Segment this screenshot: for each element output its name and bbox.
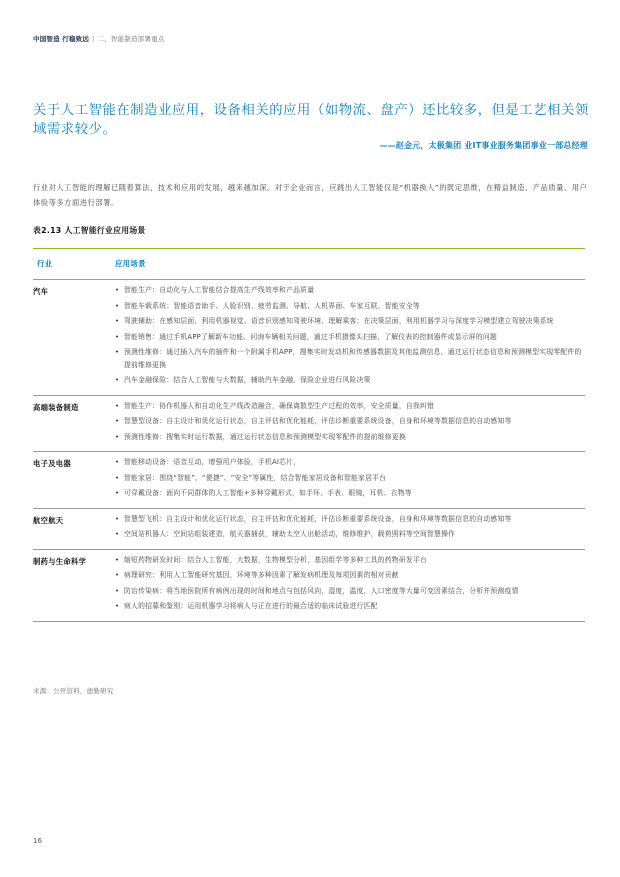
- scenario-item: • 空间站机器人：空间站组装建造，航天器捕获，辅助太空人出舱活动，维修维护，载荷照料等空间智慧操作: [115, 528, 585, 541]
- header-scenarios: 应用场景: [115, 259, 146, 268]
- header-industry: 行业: [37, 259, 53, 268]
- scenario-item: • 缩短药物研发时间：结合人工智能，大数据，生物模型分析，基因组学等多种工具的药物研发平台: [115, 554, 585, 567]
- scenario-item: • 智能生产：协作机器人和自动化生产线改造融合，确保离散型生产过程的效率，安全质量，自我纠错: [115, 400, 585, 413]
- intro-paragraph: 行业对人工智能的理解已随着算法，技术和应用的发展，越来越加深。对于企业而言，应跳出人工智能仅是“机器换人”的既定思维，在精益制造、产品质量、用户体验等多方面进行部署。: [33, 183, 588, 207]
- table-title: 表2.13 人工智能行业应用场景: [33, 226, 146, 235]
- quote-attribution: ——赵金元，太极集团 业IT事业服务集团事业一部总经理: [379, 141, 588, 150]
- scenario-item: • 智能车载系统：智能语音助手、人脸识别、疲劳监测、导航、人机界面、车家互联、智能安全等: [115, 300, 585, 313]
- page-number: 16: [33, 837, 42, 845]
- table-header: [33, 248, 585, 280]
- section-title: 二、智能制造部署重点: [97, 35, 165, 43]
- table-row: [33, 280, 585, 396]
- table-row: [33, 550, 585, 622]
- table-body: [33, 280, 585, 622]
- scenario-item: • 汽车金融保险：结合人工智能与大数据，辅助汽车金融、保险企业进行风险决策: [115, 374, 585, 387]
- scenario-list: [115, 400, 585, 447]
- application-table: [33, 248, 585, 622]
- report-brand: 中国智造 行稳致远: [33, 35, 90, 43]
- industry-cell: 高端装备制造: [33, 402, 79, 412]
- table-row: [33, 452, 585, 509]
- scenario-list: [115, 554, 585, 616]
- scenario-item: • 可穿戴设备：面向不同群体的人工智能+多种穿戴形式，如手环、手表、眼镜，耳机、衣物等: [115, 487, 585, 500]
- scenario-item: • 智能销售：通过手机APP了解新车功能、问询车辆相关问题，通过手机摄像头扫描，了解仪表的控制器件或显示屏的问题: [115, 331, 585, 344]
- table-row: [33, 396, 585, 453]
- running-header: [33, 34, 164, 43]
- pull-quote: 关于人工智能在制造业应用，设备相关的应用（如物流、盘产）还比较多，但是工艺相关领域需求较少。: [33, 103, 589, 137]
- scenario-list: [115, 513, 585, 544]
- scenario-item: • 驾驶辅助：在感知层面，利用机器视觉、语音识别感知驾驶环境、理解乘客；在决策层面，利用机器学习与深度学习模型建立驾驶决策系统: [115, 315, 585, 328]
- scenario-list: [115, 456, 585, 503]
- source-note: 来源：公开资料，德勤研究: [33, 687, 114, 695]
- scenario-item: • 预测性维修：搜集实时运行数据，通过运行状态信息和预测模型实现零配件的提前维修更换: [115, 431, 585, 444]
- scenario-item: • 智能家居：围绕“智能”、“便捷”、“安全”等属性，结合智能家居设备和智能家居平台: [115, 472, 585, 485]
- scenario-item: • 智能移动设备：语音互动，增强用户体验，手机AI芯片，: [115, 456, 585, 469]
- industry-cell: 汽车: [33, 287, 49, 296]
- industry-cell: 航空航天: [33, 515, 64, 525]
- scenario-item: • 病理研究：利用人工智能研究基因，环境等多种因素了解发病机理及每项因素的相对贡献: [115, 569, 585, 582]
- scenario-item: • 智能生产：自动化与人工智能结合提高生产线效率和产品质量: [115, 284, 585, 297]
- header-separator: |: [92, 35, 95, 43]
- scenario-item: • 防治传染病：将当地医院所有病例出现的时间和地点与包括风向，湿度，温度，人口密度等大量可变因素结合，分析并预测疫情: [115, 585, 585, 598]
- scenario-item: • 病人的招募和鉴别：运用机器学习将病人与正在进行的最合适的临床试验进行匹配: [115, 600, 585, 613]
- scenario-list: [115, 284, 585, 390]
- industry-cell: 电子及电器: [33, 459, 71, 468]
- scenario-item: • 智慧型飞机：自主设计和优化运行状态，自主评估和优化能耗，评估诊断重要系统设备，自身和环境等数据信息的自动感知等: [115, 513, 585, 526]
- industry-cell: 制药与生命科学: [33, 556, 87, 566]
- scenario-item: • 智慧型设备：自主设计和优化运行状态，自主评估和优化能耗，评估诊断重要系统设备，自身和环境等数据信息的自动感知等: [115, 415, 585, 428]
- table-row: [33, 509, 585, 550]
- scenario-item: • 预测性维修：通过插入汽车的插件和一个附属手机APP，搜集实时发动机和传感器数据及其他监测信息，通过运行状态信息和预测模型实现零配件的提前维修更换: [115, 346, 585, 371]
